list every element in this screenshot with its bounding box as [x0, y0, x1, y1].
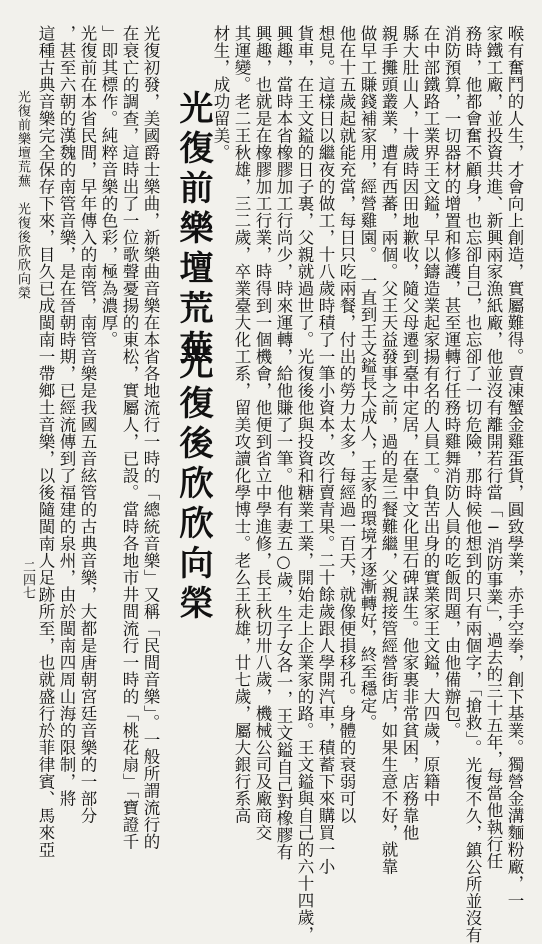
text-column: 做早工賺錢補家用，經營雞園。 一直到王文鎰長大成人，王家的環境才逐漸轉好，終至穩定。 [358, 25, 377, 731]
text-column: 材生，成功留美。 [211, 25, 230, 161]
text-column: 這種古典音樂完全保存下來，目久已成閩南一帶鄉土音樂，以後隨閩南人足跡所至，也就盛行於菲律賓、馬來亞 [36, 25, 55, 858]
text-column: 縣大肚山人，十歲時因田地歉收，隨父母遷到臺中定居，在臺中文化里石碑謀生。他家裏非常貧困，店務靠他 [400, 25, 419, 841]
running-footer: 光復前樂壇荒蕪 光復後欣欣向榮 [15, 90, 30, 300]
text-column: 興趣，當時本省橡膠加工行尚少，時來運轉，給他賺了一筆。他有妻五○歲，生子女各一，王文鎰自己對橡膠有 [274, 25, 293, 861]
text-column: 在衰亡的調查，這時出了一位歌聲憂揚的東松，實屬人，已設。當時各地市井間流行一時的「桃花扇」「寶證千 [120, 25, 139, 850]
text-column: 光復前在本省民間，早年傳入的南管，南管音樂是我國五音絃管的古典音樂，大都是唐朝宮廷音樂的一部分 [78, 25, 97, 824]
text-column: 家鐵工廠，並投資共進、新興兩家漁紙廠，他並沒有離開若行當「─消防事業」，過去的三十五年，每當他執行任 [484, 25, 503, 870]
text-column: ，甚至六朝的漢魏的南管音樂，是在晉朝時期，已經流傳到了福建的泉州，由於閩南四周山海的限制，將 [57, 25, 76, 807]
text-column: 在中部鐵路工業界王文鎰，早以鑄造業起家揚有名的人員工。負苦出身的實業家王文鎰，大四歲，原籍中 [421, 25, 440, 807]
text-column: 其運變。老二王秋雄，三二歲，卒業臺大化工系，留美攻讀化學博士。老么王秋雄，廿七歲，屬大銀行系高 [232, 25, 251, 824]
text-column: 興趣，也就是在橡膠加工行業，時得到一個機會，他便到省立中學進修，長王秋切卅八歲，機械公司及廠商交 [253, 25, 272, 841]
text-column: 想見。這樣日以繼夜的做工，十八歲時積了一筆小資本，改行賣青果。二十餘歲跟人學開汽車，積蓄下來購買一小 [316, 25, 335, 875]
page-number: 二四七 [20, 560, 35, 599]
text-column: 」即其標作。純粹音樂的色彩，極為濃厚。 [99, 25, 118, 348]
text-column: 光復初發，美國爵士樂曲，新樂曲音樂在本省各地流行一時的「總統音樂」又稱「民間音樂」。一般所謂流行的 [141, 25, 160, 850]
text-column: 親手攤頭叢業，遭有西蕃，兩個。父王天益發事之前，過的是三餐難繼，父親接管經營街店，如果生意不好，就靠 [379, 25, 398, 875]
section-title: 光復後欣欣向榮 [173, 345, 213, 625]
section-title: 光復前樂壇荒蕪 [173, 90, 213, 370]
text-column: 他在十五歲起就能充當，每日只吃兩餐，付出的勞力太多，每經過一百天，就像便損移孔。身體的衰弱可以 [337, 25, 356, 824]
text-column: 消防預算，一切器材的增置和修護，甚至運轉行任務時雞舞消防人員的吃飯問題，由他備辦包。 [442, 25, 461, 739]
text-column: 喉有奮鬥的人生，才會向上創造，實屬難得。賣凍蟹金雞蛋貨，圓致學業，赤手空拳，創下基業。獨營金溝麵粉廠，一 [505, 25, 524, 909]
text-column: 貨車，在王文鎰的日子裏，父親就過世了。光復後他與投資和糖業工業，開始走上企業家的路。王文鎰與自己的六十四歲， [295, 25, 314, 943]
text-column: 務時，他都會奮不顧身，也忘卻自己，也忘卻了一切危險，那時候他想到的只有兩個字，「搶救」。光復不久，鎮公所並沒有 [463, 25, 482, 944]
